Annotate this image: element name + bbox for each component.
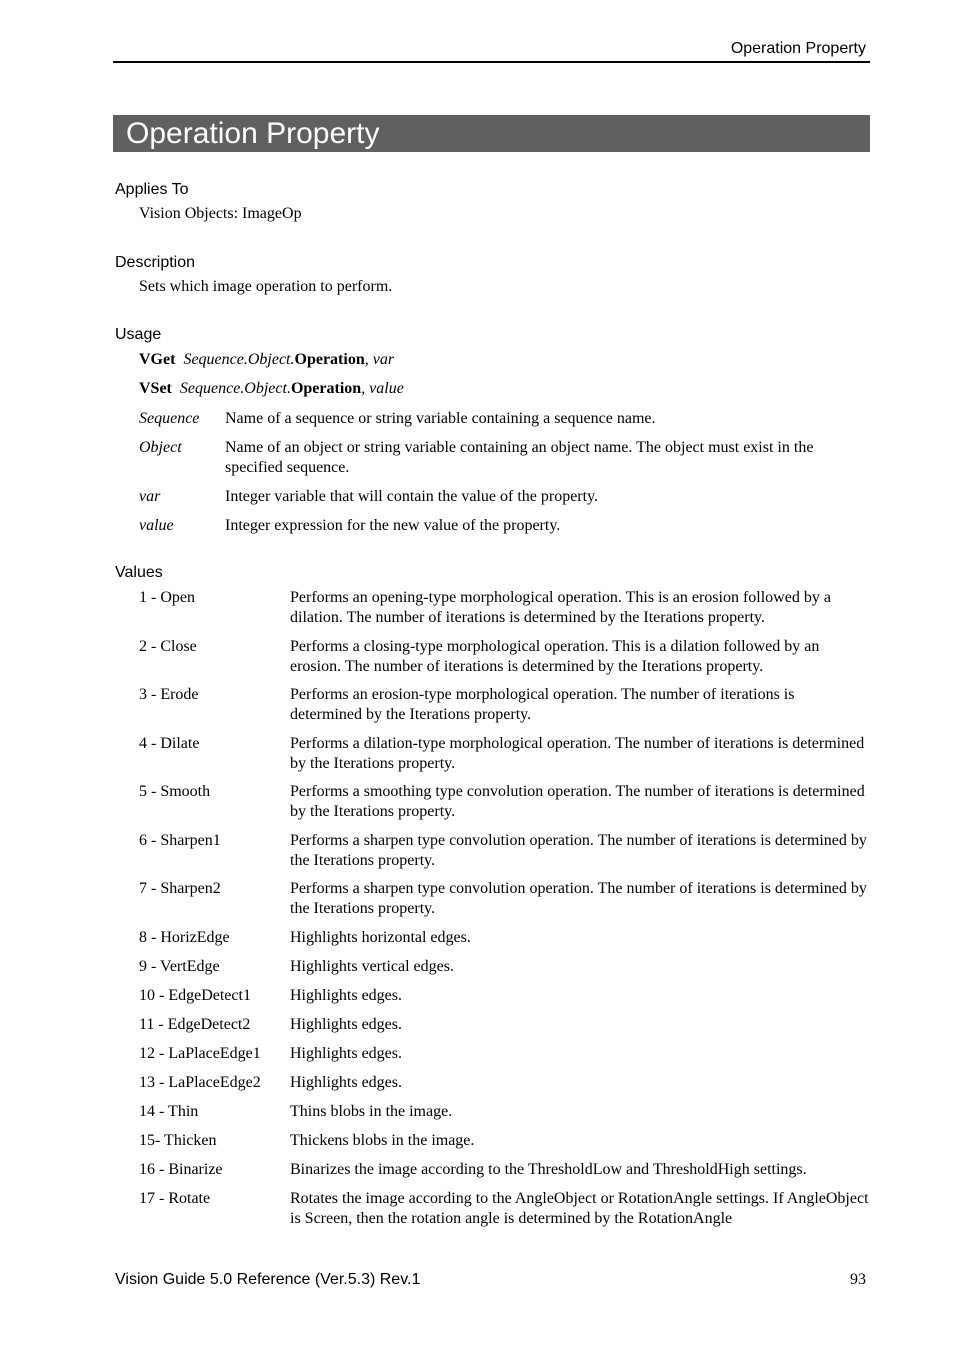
- value-term: 14 - Thin: [139, 1103, 199, 1120]
- value-desc: Highlights horizontal edges.: [290, 929, 471, 946]
- values-heading: Values: [115, 564, 163, 581]
- param-term: Object: [139, 439, 182, 456]
- value-desc: Performs a sharpen type convolution operation. The number of iterations is determined by the Iterations property.: [290, 880, 867, 917]
- param-term: var: [139, 488, 161, 505]
- value-term: 6 - Sharpen1: [139, 832, 221, 849]
- vset-path: Sequence.Object.: [179, 380, 291, 397]
- param-desc: Integer expression for the new value of the property.: [225, 517, 561, 534]
- param-desc: Name of an object or string variable containing an object name. The object must exist in the specified sequence.: [225, 439, 814, 476]
- vget-command: VGet: [139, 351, 176, 368]
- value-desc: Highlights vertical edges.: [290, 958, 454, 975]
- value-desc: Performs a dilation-type morphological operation. The number of iterations is determined by the Iterations property.: [290, 735, 865, 772]
- value-desc: Highlights edges.: [290, 1045, 402, 1062]
- value-desc: Thickens blobs in the image.: [290, 1132, 475, 1149]
- description-text: Sets which image operation to perform.: [139, 278, 393, 295]
- vset-separator: ,: [361, 380, 370, 397]
- footer-doc-title: Vision Guide 5.0 Reference (Ver.5.3) Rev.1: [115, 1271, 421, 1288]
- page-title: Operation Property: [113, 115, 870, 152]
- value-term: 9 - VertEdge: [139, 958, 220, 975]
- value-term: 2 - Close: [139, 638, 197, 655]
- vset-property: Operation: [290, 380, 362, 397]
- value-desc: Performs an erosion-type morphological operation. The number of iterations is determined by the Iterations property.: [290, 686, 795, 723]
- value-term: 1 - Open: [139, 589, 195, 606]
- applies-to-heading: Applies To: [115, 181, 189, 198]
- usage-vget-line: [139, 351, 394, 369]
- applies-to-text: Vision Objects: ImageOp: [139, 205, 302, 222]
- value-term: 13 - LaPlaceEdge2: [139, 1074, 261, 1091]
- value-term: 5 - Smooth: [139, 783, 211, 800]
- value-desc: Performs a smoothing type convolution operation. The number of iterations is determined by the Iterations property.: [290, 783, 865, 820]
- value-term: 10 - EdgeDetect1: [139, 987, 251, 1004]
- vset-command: VSet: [139, 380, 172, 397]
- value-desc: Performs an opening-type morphological operation. This is an erosion followed by a dilation. The number of iterations is determined by the Iterations property.: [290, 589, 831, 626]
- value-term: 16 - Binarize: [139, 1161, 223, 1178]
- value-term: 7 - Sharpen2: [139, 880, 221, 897]
- vget-path: Sequence.Object.: [183, 351, 295, 368]
- param-desc: Name of a sequence or string variable containing a sequence name.: [225, 410, 656, 427]
- usage-vset-line: [139, 380, 404, 398]
- param-desc: Integer variable that will contain the value of the property.: [225, 488, 599, 505]
- value-term: 12 - LaPlaceEdge1: [139, 1045, 261, 1062]
- vget-property: Operation: [294, 351, 365, 368]
- value-term: 11 - EdgeDetect2: [139, 1016, 251, 1033]
- value-desc: Highlights edges.: [290, 987, 402, 1004]
- value-term: 3 - Erode: [139, 686, 199, 703]
- vset-arg: value: [369, 380, 404, 397]
- description-heading: Description: [115, 254, 196, 271]
- param-term: value: [139, 517, 174, 534]
- running-header: Operation Property: [730, 40, 866, 57]
- value-desc: Performs a sharpen type convolution operation. The number of iterations is determined by the Iterations property.: [290, 832, 867, 869]
- value-term: 4 - Dilate: [139, 735, 200, 752]
- value-desc: Performs a closing-type morphological operation. This is a dilation followed by an erosion. The number of iterations is determined by the Iterations property.: [290, 638, 820, 675]
- value-desc: Highlights edges.: [290, 1074, 402, 1091]
- footer-page-number: 93: [850, 1271, 866, 1288]
- value-desc: Thins blobs in the image.: [290, 1103, 453, 1120]
- value-desc: Highlights edges.: [290, 1016, 402, 1033]
- value-term: 8 - HorizEdge: [139, 929, 230, 946]
- vget-separator: ,: [364, 351, 373, 368]
- value-desc: Rotates the image according to the AngleObject or RotationAngle settings. If AngleObject is Screen, then the rotation angle is determined by the RotationAngle: [290, 1190, 869, 1227]
- param-term: Sequence: [139, 410, 200, 427]
- usage-heading: Usage: [115, 326, 162, 343]
- value-term: 15- Thicken: [139, 1132, 217, 1149]
- value-desc: Binarizes the image according to the ThresholdLow and ThresholdHigh settings.: [290, 1161, 807, 1178]
- value-term: 17 - Rotate: [139, 1190, 211, 1207]
- header-rule: [113, 61, 870, 63]
- vget-arg: var: [372, 351, 395, 368]
